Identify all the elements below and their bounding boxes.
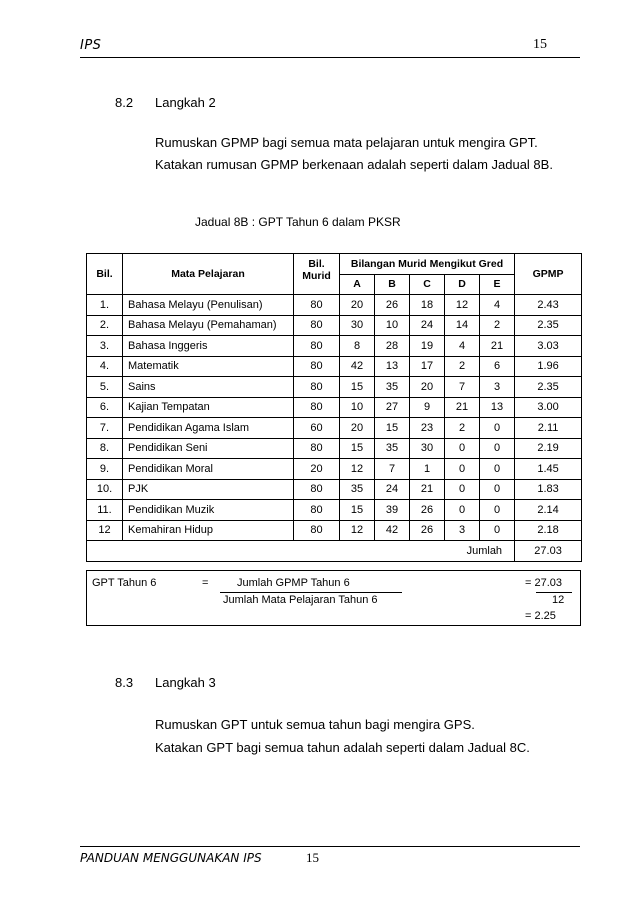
cell-grade-b: 39 — [375, 500, 410, 521]
cell-grade-a: 20 — [340, 295, 375, 316]
formula-result-sum: = 27.03 — [525, 577, 563, 589]
cell-grade-d: 0 — [445, 459, 480, 480]
cell-students: 60 — [294, 418, 340, 439]
cell-grade-c: 1 — [410, 459, 445, 480]
formula-box — [86, 570, 581, 626]
table-row — [87, 397, 582, 418]
cell-bil: 6. — [87, 397, 123, 418]
formula-equals: = — [202, 577, 209, 589]
cell-gpmp: 2.14 — [515, 500, 582, 521]
cell-grade-b: 24 — [375, 479, 410, 500]
cell-gpmp: 2.11 — [515, 418, 582, 439]
cell-bil: 4. — [87, 356, 123, 377]
cell-grade-d: 7 — [445, 377, 480, 398]
section-8-2-paragraph-2: Katakan rumusan GPMP berkenaan adalah seperti dalam Jadual 8B. — [155, 157, 553, 172]
cell-subject: Bahasa Inggeris — [123, 336, 294, 357]
section-8-2-paragraph-1: Rumuskan GPMP bagi semua mata pelajaran untuk mengira GPT. — [155, 135, 538, 150]
table-row — [87, 418, 582, 439]
cell-students: 80 — [294, 479, 340, 500]
cell-grade-a: 8 — [340, 336, 375, 357]
cell-grade-e: 21 — [480, 336, 515, 357]
gpt-table — [86, 253, 582, 562]
cell-bil: 2. — [87, 315, 123, 336]
cell-students: 80 — [294, 520, 340, 541]
formula-result-final: = 2.25 — [525, 610, 556, 622]
cell-gpmp: 2.18 — [515, 520, 582, 541]
cell-grade-e: 6 — [480, 356, 515, 377]
section-8-3-paragraph-2: Katakan GPT bagi semua tahun adalah seperti dalam Jadual 8C. — [155, 740, 530, 755]
cell-grade-d: 12 — [445, 295, 480, 316]
table-row — [87, 438, 582, 459]
section-8-2-number: 8.2 — [115, 95, 134, 110]
cell-grade-c: 18 — [410, 295, 445, 316]
table-row — [87, 479, 582, 500]
cell-grade-e: 0 — [480, 438, 515, 459]
grade-e: E — [480, 274, 515, 295]
section-8-2-title: Langkah 2 — [155, 95, 216, 110]
formula-numerator: Jumlah GPMP Tahun 6 — [237, 577, 350, 589]
cell-gpmp: 2.43 — [515, 295, 582, 316]
section-8-3-number: 8.3 — [115, 675, 134, 690]
cell-grade-c: 30 — [410, 438, 445, 459]
table-row — [87, 377, 582, 398]
cell-students: 80 — [294, 295, 340, 316]
cell-grade-a: 15 — [340, 438, 375, 459]
cell-grade-b: 28 — [375, 336, 410, 357]
cell-grade-c: 19 — [410, 336, 445, 357]
grade-d: D — [445, 274, 480, 295]
table-row — [87, 520, 582, 541]
cell-grade-d: 21 — [445, 397, 480, 418]
total-value: 27.03 — [515, 541, 582, 562]
cell-gpmp: 1.83 — [515, 479, 582, 500]
cell-subject: PJK — [123, 479, 294, 500]
cell-grade-e: 0 — [480, 500, 515, 521]
header-gpmp: GPMP — [515, 254, 582, 295]
header-bil: Bil. — [87, 254, 123, 295]
cell-grade-b: 35 — [375, 438, 410, 459]
cell-grade-c: 9 — [410, 397, 445, 418]
cell-gpmp: 1.96 — [515, 356, 582, 377]
cell-subject: Sains — [123, 377, 294, 398]
cell-bil: 3. — [87, 336, 123, 357]
cell-grade-a: 12 — [340, 520, 375, 541]
cell-gpmp: 2.19 — [515, 438, 582, 459]
cell-grade-a: 10 — [340, 397, 375, 418]
section-8-3-paragraph-1: Rumuskan GPT untuk semua tahun bagi mengira GPS. — [155, 717, 475, 732]
cell-grade-e: 0 — [480, 479, 515, 500]
cell-grade-a: 42 — [340, 356, 375, 377]
table-caption: Jadual 8B : GPT Tahun 6 dalam PKSR — [195, 215, 401, 229]
cell-gpmp: 2.35 — [515, 315, 582, 336]
formula-denominator: Jumlah Mata Pelajaran Tahun 6 — [223, 594, 378, 606]
grade-b: B — [375, 274, 410, 295]
result-fraction-bar — [536, 592, 572, 593]
cell-grade-b: 35 — [375, 377, 410, 398]
cell-grade-e: 0 — [480, 418, 515, 439]
cell-grade-a: 15 — [340, 377, 375, 398]
cell-grade-c: 26 — [410, 500, 445, 521]
footer-page-number: 15 — [306, 850, 319, 865]
cell-grade-c: 24 — [410, 315, 445, 336]
grade-a: A — [340, 274, 375, 295]
cell-grade-a: 20 — [340, 418, 375, 439]
cell-subject: Kajian Tempatan — [123, 397, 294, 418]
cell-grade-b: 27 — [375, 397, 410, 418]
cell-grade-e: 4 — [480, 295, 515, 316]
header-title: IPS — [80, 38, 102, 53]
cell-grade-d: 14 — [445, 315, 480, 336]
cell-grade-d: 2 — [445, 356, 480, 377]
cell-grade-e: 3 — [480, 377, 515, 398]
cell-grade-c: 20 — [410, 377, 445, 398]
cell-grade-e: 0 — [480, 459, 515, 480]
cell-grade-d: 4 — [445, 336, 480, 357]
table-row — [87, 315, 582, 336]
cell-grade-b: 7 — [375, 459, 410, 480]
cell-grade-d: 0 — [445, 479, 480, 500]
cell-students: 80 — [294, 356, 340, 377]
cell-grade-c: 26 — [410, 520, 445, 541]
table-row — [87, 459, 582, 480]
cell-grade-b: 13 — [375, 356, 410, 377]
section-8-3-title: Langkah 3 — [155, 675, 216, 690]
cell-grade-d: 0 — [445, 438, 480, 459]
cell-grade-d: 3 — [445, 520, 480, 541]
cell-bil: 1. — [87, 295, 123, 316]
header-page-number: 15 — [533, 37, 547, 52]
header-rule — [80, 57, 580, 58]
cell-gpmp: 3.03 — [515, 336, 582, 357]
cell-bil: 8. — [87, 438, 123, 459]
cell-grade-e: 0 — [480, 520, 515, 541]
cell-grade-a: 35 — [340, 479, 375, 500]
cell-grade-d: 2 — [445, 418, 480, 439]
cell-gpmp: 2.35 — [515, 377, 582, 398]
table-row — [87, 356, 582, 377]
cell-students: 20 — [294, 459, 340, 480]
formula-lhs: GPT Tahun 6 — [92, 577, 157, 589]
cell-bil: 5. — [87, 377, 123, 398]
cell-gpmp: 3.00 — [515, 397, 582, 418]
cell-grade-b: 42 — [375, 520, 410, 541]
cell-students: 80 — [294, 500, 340, 521]
cell-bil: 7. — [87, 418, 123, 439]
formula-result-count: 12 — [552, 594, 565, 606]
cell-students: 80 — [294, 377, 340, 398]
cell-students: 80 — [294, 315, 340, 336]
cell-grade-e: 2 — [480, 315, 515, 336]
cell-grade-a: 12 — [340, 459, 375, 480]
table-row — [87, 336, 582, 357]
cell-grade-c: 21 — [410, 479, 445, 500]
fraction-bar — [220, 592, 402, 593]
cell-bil: 12 — [87, 520, 123, 541]
header-students: Bil. Murid — [294, 254, 340, 295]
cell-bil: 9. — [87, 459, 123, 480]
cell-grade-a: 15 — [340, 500, 375, 521]
table-row — [87, 500, 582, 521]
cell-subject: Matematik — [123, 356, 294, 377]
header-grades: Bilangan Murid Mengikut Gred — [340, 254, 515, 275]
cell-students: 80 — [294, 397, 340, 418]
cell-subject: Pendidikan Moral — [123, 459, 294, 480]
cell-gpmp: 1.45 — [515, 459, 582, 480]
cell-subject: Pendidikan Seni — [123, 438, 294, 459]
cell-subject: Bahasa Melayu (Penulisan) — [123, 295, 294, 316]
cell-bil: 10. — [87, 479, 123, 500]
header-subject: Mata Pelajaran — [123, 254, 294, 295]
cell-subject: Pendidikan Agama Islam — [123, 418, 294, 439]
cell-grade-d: 0 — [445, 500, 480, 521]
cell-grade-e: 13 — [480, 397, 515, 418]
cell-grade-b: 15 — [375, 418, 410, 439]
footer-rule — [80, 846, 580, 847]
cell-students: 80 — [294, 336, 340, 357]
table-row — [87, 295, 582, 316]
cell-bil: 11. — [87, 500, 123, 521]
cell-grade-c: 17 — [410, 356, 445, 377]
footer-title: PANDUAN MENGGUNAKAN IPS — [80, 851, 262, 865]
cell-students: 80 — [294, 438, 340, 459]
cell-subject: Kemahiran Hidup — [123, 520, 294, 541]
cell-subject: Bahasa Melayu (Pemahaman) — [123, 315, 294, 336]
grade-c: C — [410, 274, 445, 295]
total-label: Jumlah — [87, 541, 515, 562]
cell-subject: Pendidikan Muzik — [123, 500, 294, 521]
cell-grade-c: 23 — [410, 418, 445, 439]
cell-grade-b: 26 — [375, 295, 410, 316]
cell-grade-a: 30 — [340, 315, 375, 336]
cell-grade-b: 10 — [375, 315, 410, 336]
